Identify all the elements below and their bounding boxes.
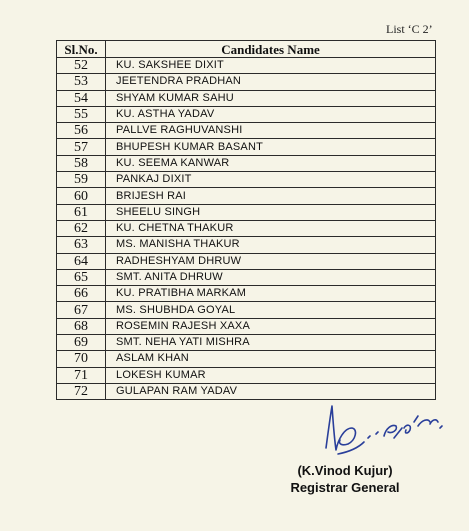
serial-number-cell: 57 bbox=[57, 139, 106, 155]
candidate-name-cell: KU. PRATIBHA MARKAM bbox=[106, 286, 436, 302]
candidate-name-cell: MS. SHUBHDA GOYAL bbox=[106, 302, 436, 318]
serial-number-cell: 72 bbox=[57, 383, 106, 399]
table-row bbox=[57, 253, 436, 269]
candidate-name-cell: SHEELU SINGH bbox=[106, 204, 436, 220]
serial-number-cell: 70 bbox=[57, 351, 106, 367]
candidate-name-header: Candidates Name bbox=[106, 41, 436, 58]
table-row bbox=[57, 106, 436, 122]
candidates-table-body bbox=[57, 58, 436, 400]
table-row bbox=[57, 351, 436, 367]
table-row bbox=[57, 123, 436, 139]
table-row bbox=[57, 237, 436, 253]
candidate-name-cell: RADHESHYAM DHRUW bbox=[106, 253, 436, 269]
table-row bbox=[57, 269, 436, 285]
table-row bbox=[57, 367, 436, 383]
candidate-name-cell: GULAPAN RAM YADAV bbox=[106, 383, 436, 399]
serial-number-cell: 63 bbox=[57, 237, 106, 253]
candidate-name-cell: SMT. ANITA DHRUW bbox=[106, 269, 436, 285]
serial-number-cell: 68 bbox=[57, 318, 106, 334]
serial-number-cell: 69 bbox=[57, 335, 106, 351]
table-row bbox=[57, 302, 436, 318]
serial-number-cell: 53 bbox=[57, 74, 106, 90]
candidates-table bbox=[56, 40, 436, 400]
serial-number-cell: 56 bbox=[57, 123, 106, 139]
candidate-name-cell: PALLVE RAGHUVANSHI bbox=[106, 123, 436, 139]
table-row bbox=[57, 220, 436, 236]
table-row bbox=[57, 139, 436, 155]
table-row bbox=[57, 204, 436, 220]
candidate-name-cell: PANKAJ DIXIT bbox=[106, 172, 436, 188]
serial-number-cell: 58 bbox=[57, 155, 106, 171]
serial-number-cell: 71 bbox=[57, 367, 106, 383]
candidate-name-cell: ROSEMIN RAJESH XAXA bbox=[106, 318, 436, 334]
candidate-name-cell: SHYAM KUMAR SAHU bbox=[106, 90, 436, 106]
serial-number-cell: 64 bbox=[57, 253, 106, 269]
table-row bbox=[57, 155, 436, 171]
serial-number-cell: 59 bbox=[57, 172, 106, 188]
handwritten-signature bbox=[318, 398, 448, 468]
signatory-block bbox=[270, 462, 420, 496]
candidate-name-cell: JEETENDRA PRADHAN bbox=[106, 74, 436, 90]
candidate-name-cell: KU. SEEMA KANWAR bbox=[106, 155, 436, 171]
candidate-name-cell: LOKESH KUMAR bbox=[106, 367, 436, 383]
candidate-name-cell: ASLAM KHAN bbox=[106, 351, 436, 367]
serial-number-cell: 60 bbox=[57, 188, 106, 204]
candidate-name-cell: BRIJESH RAI bbox=[106, 188, 436, 204]
serial-number-cell: 52 bbox=[57, 58, 106, 74]
serial-number-cell: 61 bbox=[57, 204, 106, 220]
table-row bbox=[57, 335, 436, 351]
list-label: List ‘C 2’ bbox=[386, 22, 433, 36]
serial-number-cell: 54 bbox=[57, 90, 106, 106]
candidate-name-cell: BHUPESH KUMAR BASANT bbox=[106, 139, 436, 155]
candidate-name-cell: SMT. NEHA YATI MISHRA bbox=[106, 335, 436, 351]
serial-number-header: Sl.No. bbox=[57, 41, 106, 58]
candidate-name-cell: MS. MANISHA THAKUR bbox=[106, 237, 436, 253]
serial-number-cell: 62 bbox=[57, 220, 106, 236]
table-row bbox=[57, 286, 436, 302]
candidate-name-cell: KU. ASTHA YADAV bbox=[106, 106, 436, 122]
table-row bbox=[57, 318, 436, 334]
signatory-name: (K.Vinod Kujur) bbox=[297, 463, 393, 478]
table-header-row bbox=[57, 41, 436, 58]
serial-number-cell: 67 bbox=[57, 302, 106, 318]
table-row bbox=[57, 172, 436, 188]
candidate-name-cell: KU. SAKSHEE DIXIT bbox=[106, 58, 436, 74]
table-row bbox=[57, 74, 436, 90]
serial-number-cell: 65 bbox=[57, 269, 106, 285]
table-row bbox=[57, 58, 436, 74]
table-row bbox=[57, 188, 436, 204]
table-row bbox=[57, 90, 436, 106]
signatory-title: Registrar General bbox=[290, 480, 400, 495]
serial-number-cell: 55 bbox=[57, 106, 106, 122]
serial-number-cell: 66 bbox=[57, 286, 106, 302]
candidate-name-cell: KU. CHETNA THAKUR bbox=[106, 220, 436, 236]
